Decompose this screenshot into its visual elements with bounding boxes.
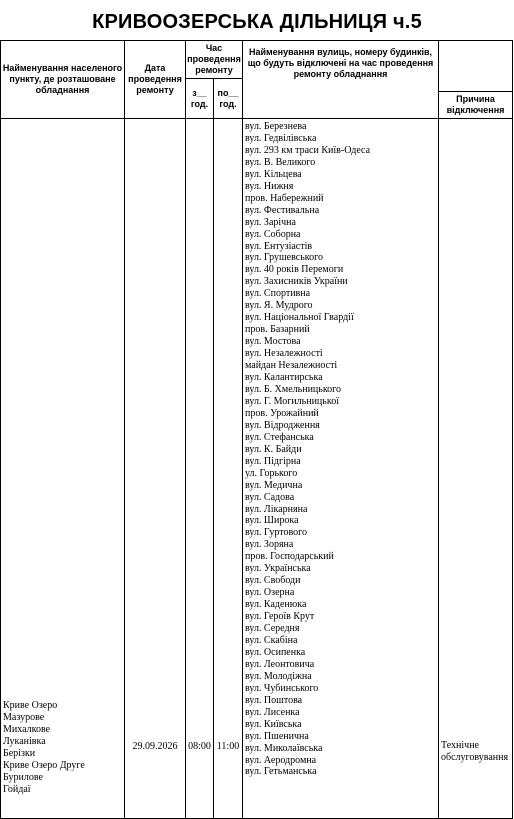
street-item: вул. Зоряна	[245, 539, 294, 551]
header-to-text: по__ год.	[217, 87, 239, 109]
settlements-list	[3, 700, 124, 796]
header-settlement	[1, 41, 125, 119]
street-item: вул. Відродження	[245, 419, 320, 431]
street-item: вул. 40 років Перемоги	[245, 264, 344, 276]
header-from	[186, 79, 214, 119]
reason-cell	[439, 119, 513, 819]
street-item: вул. Кільцева	[245, 168, 302, 180]
street-item: вул. Грушевського	[245, 252, 323, 264]
street-item: вул. Захисників України	[245, 276, 348, 288]
street-item: вул. Незалежності	[245, 348, 323, 360]
street-item: вул. Пшенична	[245, 730, 309, 742]
street-item: вул. Гуртового	[245, 527, 307, 539]
street-item: вул. Героїв Крут	[245, 611, 315, 623]
repair-date: 29.09.2026	[132, 741, 178, 752]
street-item: вул. Стефанська	[245, 431, 314, 443]
street-item: вул. Київська	[245, 718, 302, 730]
street-item: пров. Набережний	[245, 192, 324, 204]
settlement-item: Мазурове	[3, 712, 45, 724]
street-item: вул. Г. Могильницької	[245, 395, 339, 407]
header-date-text: Дата проведення ремонту	[128, 63, 182, 95]
header-time-group	[186, 41, 243, 79]
street-item: вул. Свободи	[245, 575, 301, 587]
header-from-text: з__ год.	[190, 87, 209, 109]
date-cell	[125, 119, 186, 819]
settlement-item: Гойдаї	[3, 784, 31, 796]
street-item: пров. Базарний	[245, 324, 310, 336]
time-to: 11:00	[216, 741, 240, 752]
settlement-item: Криве Озеро Друге	[3, 760, 85, 772]
settlement-item: Михалкове	[3, 724, 51, 736]
street-item: вул. Б. Хмельницького	[245, 383, 342, 395]
settlement-item: Бурилове	[3, 772, 43, 784]
street-item: вул. К. Байди	[245, 443, 302, 455]
header-settlement-text: Найменування населеного пункту, де розташоване обладнання	[2, 63, 123, 95]
street-item: майдан Незалежності	[245, 360, 338, 372]
header-to	[214, 79, 243, 119]
streets-list	[243, 119, 438, 778]
street-item: вул. Спортивна	[245, 288, 311, 300]
header-reason-text: Причина відключення	[446, 94, 505, 115]
settlement-item: Берізки	[3, 748, 36, 760]
street-item: вул. Каденюка	[245, 599, 307, 611]
to-cell	[214, 119, 243, 819]
street-item: вул. Соборна	[245, 228, 301, 240]
settlement-item: Луканівка	[3, 736, 46, 748]
street-item: вул. Скабіна	[245, 634, 298, 646]
street-item: вул. Поштова	[245, 694, 303, 706]
outage-reason: Технічне обслуговування	[441, 740, 509, 763]
header-streets-text: Найменування вулиць, номеру будинків, що будуть відключені на час проведення ремонту обладнання	[247, 47, 434, 79]
table-row	[1, 119, 513, 819]
header-date	[125, 41, 186, 119]
street-item: вул. 293 км траси Київ-Одеса	[245, 144, 371, 156]
street-item: вул. Я. Мудрого	[245, 300, 313, 312]
outage-table	[0, 40, 513, 819]
street-item: вул. Калантирська	[245, 372, 323, 384]
header-reason-spacer	[439, 41, 513, 92]
street-item: вул. Аеродромна	[245, 754, 317, 766]
header-reason	[439, 92, 513, 119]
header-streets	[243, 41, 439, 119]
time-from: 08:00	[188, 741, 211, 752]
street-item: ул. Горького	[245, 467, 298, 479]
street-item: вул. Гетьманська	[245, 766, 317, 778]
street-item: вул. Миколаївська	[245, 742, 323, 754]
street-item: вул. Молодіжна	[245, 670, 312, 682]
street-item: вул. Національної Гвардії	[245, 312, 354, 324]
street-item: вул. Озерна	[245, 587, 295, 599]
header-time-group-text: Час проведення ремонту	[187, 43, 241, 75]
street-item: вул. Українська	[245, 563, 311, 575]
street-item: пров. Урожайний	[245, 407, 319, 419]
streets-cell	[243, 119, 439, 819]
from-cell	[186, 119, 214, 819]
street-item: вул. Фестивальна	[245, 204, 320, 216]
street-item: пров. Господарський	[245, 551, 334, 563]
street-item: вул. Лікарняна	[245, 503, 308, 515]
street-item: вул. В. Великого	[245, 156, 316, 168]
street-item: вул. Нижня	[245, 180, 294, 192]
street-item: вул. Чубинського	[245, 682, 319, 694]
street-item: вул. Мостова	[245, 336, 301, 348]
page-title: КРИВООЗЕРСЬКА ДІЛЬНИЦЯ ч.5	[92, 11, 422, 33]
settlements-cell	[1, 119, 125, 819]
street-item: вул. Березнева	[245, 121, 307, 132]
street-item: вул. Ентузіастів	[245, 240, 313, 252]
settlement-item: Криве Озеро	[3, 700, 58, 712]
street-item: вул. Широка	[245, 515, 299, 527]
street-item: вул. Леонтовича	[245, 658, 315, 670]
street-item: вул. Садова	[245, 491, 295, 503]
street-item: вул. Гедвілівська	[245, 132, 317, 144]
street-item: вул. Підгірна	[245, 455, 301, 467]
street-item: вул. Медична	[245, 479, 303, 491]
street-item: вул. Лисенка	[245, 706, 300, 718]
street-item: вул. Осипенка	[245, 646, 306, 658]
street-item: вул. Середня	[245, 623, 300, 635]
street-item: вул. Зарічна	[245, 216, 296, 228]
